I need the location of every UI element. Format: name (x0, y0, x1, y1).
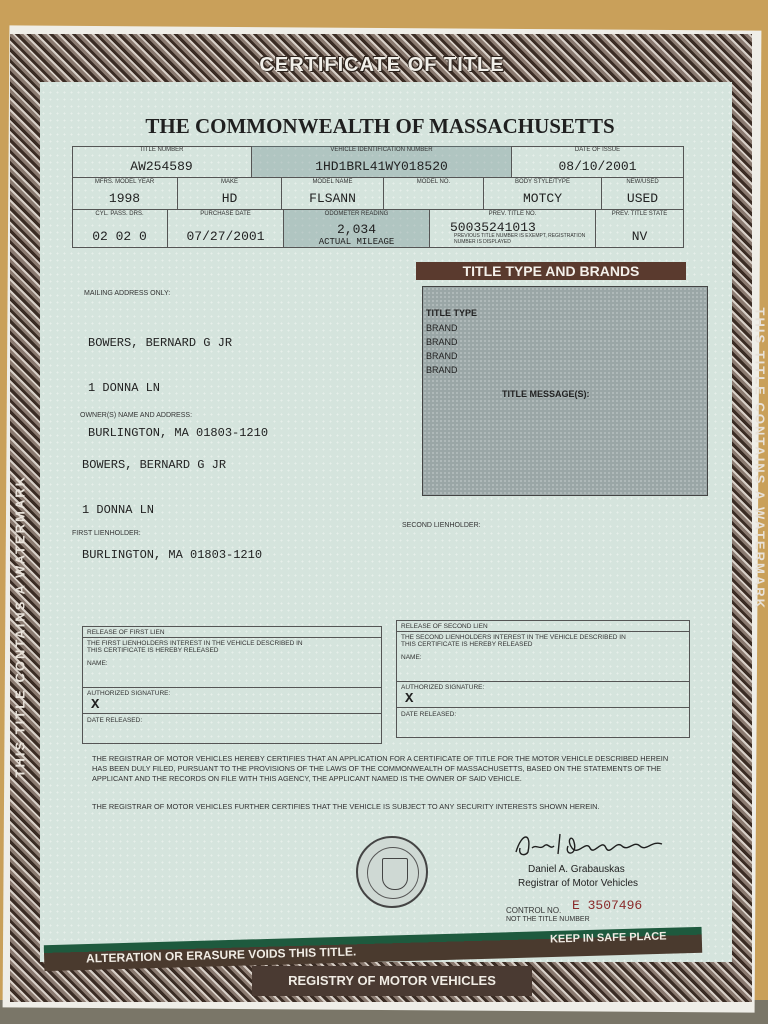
brand-label: BRAND (426, 323, 458, 333)
watermark-side-right: THIS TITLE CONTAINS A WATERMARK (752, 307, 768, 610)
body-style-value: MOTCY (522, 191, 562, 206)
release-first-name-label: NAME: (87, 660, 108, 667)
odometer-note: ACTUAL MILEAGE (318, 237, 395, 247)
mailing-line: BURLINGTON, MA 01803-1210 (88, 426, 269, 440)
cyl-pass-drs-cell (72, 210, 168, 248)
mailing-line: 1 DONNA LN (88, 381, 161, 395)
first-lienholder-label: FIRST LIENHOLDER: (72, 530, 141, 537)
page-title: THE COMMONWEALTH OF MASSACHUSETTS (145, 114, 615, 138)
new-used-label: NEW/USED (626, 179, 659, 185)
odometer-cell (284, 210, 430, 248)
owner-label: OWNER(S) NAME AND ADDRESS: (80, 412, 193, 419)
not-title-number-label: NOT THE TITLE NUMBER (506, 916, 590, 923)
prev-title-no-note: PREVIOUS TITLE NUMBER IS EXEMPT, REGISTRATION NUMBER IS DISPLAYED (454, 233, 586, 245)
certificate-banner: CERTIFICATE OF TITLE (259, 54, 505, 76)
keep-safe-text: KEEP IN SAFE PLACE (549, 930, 667, 946)
control-number: E 3507496 (572, 898, 643, 913)
state-seal-icon (356, 836, 428, 908)
second-lienholder-label: SECOND LIENHOLDER: (402, 522, 481, 529)
mailing-line: BOWERS, BERNARD G JR (88, 336, 233, 350)
registry-footer: REGISTRY OF MOTOR VEHICLES (252, 966, 532, 996)
model-year-value: 1998 (108, 191, 141, 206)
registrar-signature (512, 826, 672, 862)
vin-cell (252, 146, 512, 178)
cyl-pass-drs-label: CYL. PASS. DRS. (95, 211, 144, 217)
model-name-cell (282, 178, 384, 210)
release-second-sig-mark: X (405, 691, 414, 707)
odometer-label: ODOMETER READING (324, 211, 389, 217)
prev-title-state-cell (596, 210, 684, 248)
odometer-value: 2,034 (336, 222, 376, 237)
date-of-issue-label: DATE OF ISSUE (574, 147, 621, 153)
make-cell (178, 178, 282, 210)
release-second-name-label: NAME: (401, 654, 422, 661)
model-no-cell (384, 178, 484, 210)
title-type-label: TITLE TYPE (426, 308, 478, 318)
brand-label: BRAND (426, 365, 458, 375)
date-of-issue-value: 08/10/2001 (558, 159, 637, 174)
alteration-warning: ALTERATION OR ERASURE VOIDS THIS TITLE. (85, 944, 357, 966)
watermark-side-left: THIS TITLE CONTAINS A WATERMARK (12, 475, 28, 778)
owner-line: BOWERS, BERNARD G JR (82, 458, 227, 472)
model-no-label: MODEL NO. (416, 179, 451, 185)
vin-label: VEHICLE IDENTIFICATION NUMBER (330, 147, 433, 153)
title-type-brands-header: TITLE TYPE AND BRANDS (416, 262, 686, 280)
make-label: MAKE (220, 179, 238, 185)
control-number-label: CONTROL NO. (506, 906, 562, 915)
prev-title-state-label: PREV. TITLE STATE (611, 211, 668, 217)
certification-paragraph-2: THE REGISTRAR OF MOTOR VEHICLES FURTHER CERTIFIES THAT THE VEHICLE IS SUBJECT TO ANY SECURITY INTERESTS SHOWN HEREIN. (92, 802, 600, 811)
new-used-cell (602, 178, 684, 210)
vin-value: 1HD1BRL41WY018520 (315, 159, 448, 174)
title-message-label: TITLE MESSAGE(S): (502, 389, 590, 399)
title-number-cell (72, 146, 252, 178)
model-year-cell (72, 178, 178, 210)
body-style-label: BODY STYLE/TYPE (515, 179, 570, 185)
cyl-pass-drs-value: 02 02 0 (92, 229, 147, 244)
release-second-sig-label: AUTHORIZED SIGNATURE: (401, 684, 485, 691)
title-number-value: AW254589 (130, 159, 193, 174)
release-second-date-label: DATE RELEASED: (401, 711, 457, 718)
prev-title-state-value: NV (631, 229, 648, 244)
release-second-title: RELEASE OF SECOND LIEN (401, 623, 488, 630)
certification-paragraph-1: THE REGISTRAR OF MOTOR VEHICLES HEREBY CERTIFIES THAT AN APPLICATION FOR A CERTIFICATE OF TITLE FOR THE MOTOR VEHICLE DESCRIBED HEREIN HAS BEEN DULY FILED, PURSUANT TO THE PROVISIONS OF THE LAWS OF THE COMMONWEALTH OF MASSACHUSETTS, BASED ON THE STATEMENTS OF THE APPLICANT AND THE RECORDS ON FILE WITH THIS AGENCY, THE APPLICANT NAMED IS THE OWNER OF SAID VEHICLE. (92, 754, 669, 783)
brand-label: BRAND (426, 351, 458, 361)
make-value: HD (221, 191, 238, 206)
registrar-title: Registrar of Motor Vehicles (518, 878, 639, 889)
purchase-date-value: 07/27/2001 (186, 229, 265, 244)
date-of-issue-cell (512, 146, 684, 178)
model-name-label: MODEL NAME (312, 179, 353, 185)
owner-line: BURLINGTON, MA 01803-1210 (82, 548, 263, 562)
release-first-sig-mark: X (91, 697, 100, 713)
brand-label: BRAND (426, 337, 458, 347)
model-year-label: MFRS. MODEL YEAR (94, 179, 155, 185)
body-style-cell (484, 178, 602, 210)
title-number-label: TITLE NUMBER (139, 147, 184, 153)
owner-line: 1 DONNA LN (82, 503, 155, 517)
prev-title-no-cell (430, 210, 596, 248)
release-second-text: THE SECOND LIENHOLDERS INTEREST IN THE VEHICLE DESCRIBED IN THIS CERTIFICATE IS HEREBY RELEASED (401, 634, 626, 648)
registrar-name: Daniel A. Grabauskas (528, 864, 625, 875)
purchase-date-cell (168, 210, 284, 248)
release-second-lien-box (396, 620, 690, 738)
release-first-lien-box (82, 626, 382, 744)
release-first-title: RELEASE OF FIRST LIEN (87, 629, 165, 636)
release-first-text: THE FIRST LIENHOLDERS INTEREST IN THE VEHICLE DESCRIBED IN THIS CERTIFICATE IS HEREBY RELEASED (87, 640, 303, 654)
prev-title-no-value: 50035241013 (450, 220, 536, 235)
model-name-value: FLSANN (309, 191, 356, 206)
mailing-address-label: MAILING ADDRESS ONLY: (84, 290, 171, 297)
owner-address (82, 428, 262, 578)
prev-title-no-label: PREV. TITLE NO. (488, 211, 537, 217)
new-used-value: USED (626, 191, 659, 206)
release-first-date-label: DATE RELEASED: (87, 717, 143, 724)
purchase-date-label: PURCHASE DATE (200, 211, 251, 217)
release-first-sig-label: AUTHORIZED SIGNATURE: (87, 690, 171, 697)
